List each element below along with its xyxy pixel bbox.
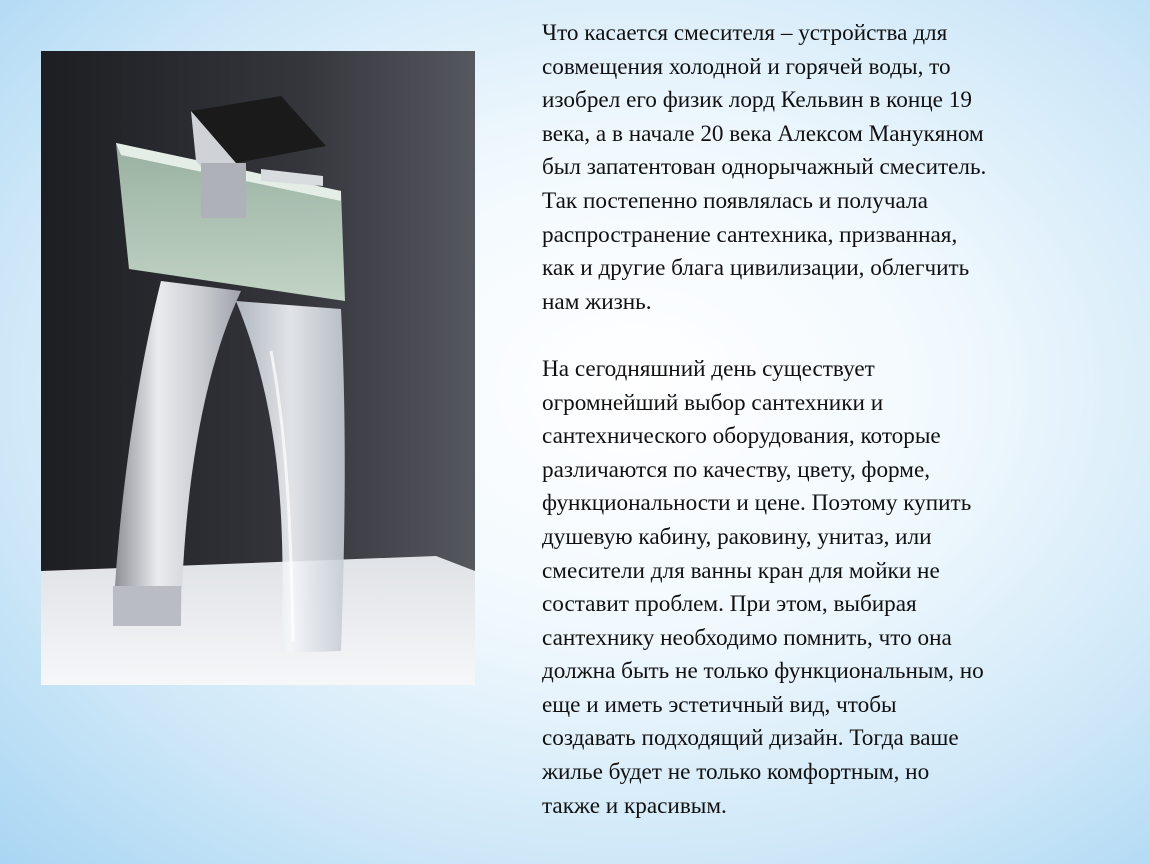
paragraph-history: Что касается смесителя – устройства для совмещения холодной и горячей воды, то изобрел его физик лорд Кельвин в конце 19 века, а в начале 20 века Алексом Манукяном был запатентован однорычажный смеситель. Так постепенно появлялась и получала распространение сантехника, призванная, как и другие блага цивилизации, облегчить нам жизнь. xyxy=(542,20,987,315)
slide-text xyxy=(542,17,1132,823)
faucet-photo xyxy=(41,51,475,685)
paragraph-choice: На сегодняшний день существует огромнейший выбор сантехники и сантехнического оборудования, которые различаются по качеству, цвету, форме, функциональности и цене. Поэтому купить душевую кабину, раковину, унитаз, или смесители для ванны кран для мойки не составит проблем. При этом, выбирая сантехнику необходимо помнить, что она должна быть не только функциональным, но еще и иметь эстетичный вид, чтобы создавать подходящий дизайн. Тогда ваше жилье будет не только комфортным, но также и красивым. xyxy=(542,355,984,819)
faucet-waterfall-photo-icon xyxy=(41,51,475,685)
